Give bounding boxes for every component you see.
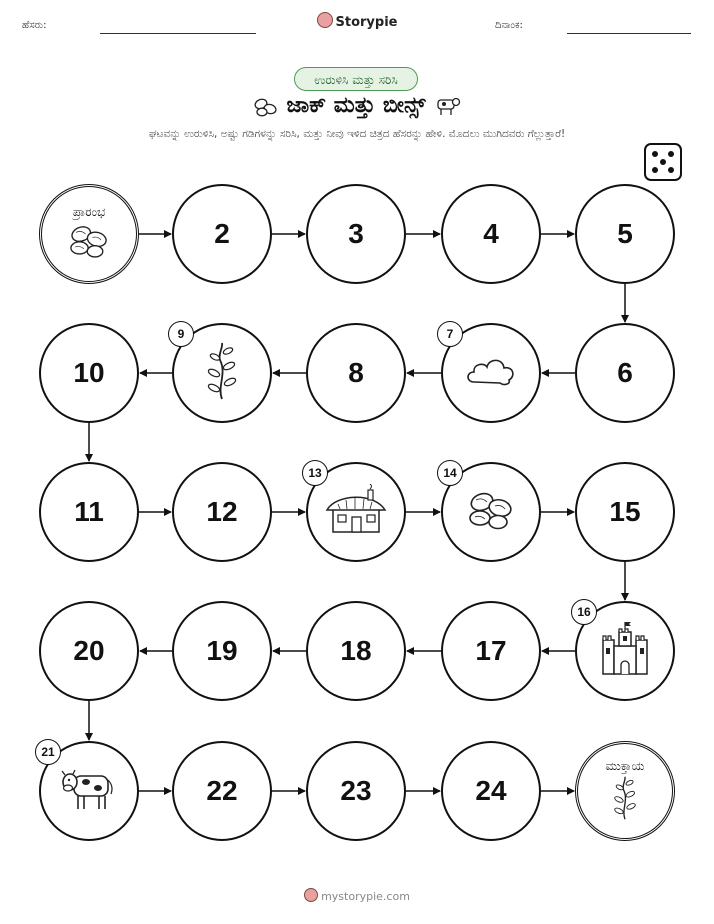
footer-url: mystorypie.com (321, 890, 410, 903)
finish-label: ಮುಕ್ತಾಯ (605, 758, 645, 773)
name-label: ಹೆಸರು: (22, 20, 47, 31)
board-space-r2-c2 (172, 323, 272, 423)
beanstalk-icon (612, 776, 638, 824)
board-space-r5-c1 (39, 741, 139, 841)
cloud-icon (464, 354, 518, 392)
space-number: 6 (617, 357, 633, 388)
space-number: 19 (206, 635, 238, 666)
space-number: 18 (340, 635, 372, 666)
board-space-r4-c2 (172, 601, 272, 701)
instructions: ಘಟವನ್ನು ಉರುಳಿಸಿ, ಅಷ್ಟು ಗಡಿಗಳನ್ನು ಸರಿಸಿ, ಮತ್ತು ನೀವು ಇಳಿದ ಚಿತ್ರದ ಹೆಸರನ್ನು ಹೇಳಿ. ಮೊದಲು ಮುಗಿದವರು ಗೆಲ್ಲುತ್ತಾರೆ! (148, 128, 566, 140)
board-space-r2-c4 (441, 323, 541, 423)
beans-icon (462, 488, 520, 536)
space-number-badge: 9 (168, 321, 194, 347)
date-label: ದಿನಾಂಕ: (495, 20, 523, 31)
space-number-badge: 21 (35, 739, 61, 765)
space-number: 4 (483, 218, 499, 249)
space-number: 23 (340, 775, 372, 806)
space-number-badge: 16 (571, 599, 597, 625)
board-space-r2-c5 (575, 323, 675, 423)
board-space-r1-c5 (575, 184, 675, 284)
beanstalk-icon (205, 342, 239, 404)
space-number-badge: 13 (302, 460, 328, 486)
space-number: 15 (609, 496, 641, 527)
space-number-badge: 14 (437, 460, 463, 486)
board-space-r4-c4 (441, 601, 541, 701)
board-space-r3-c5 (575, 462, 675, 562)
board-space-r4-c1 (39, 601, 139, 701)
board-space-r1-c4 (441, 184, 541, 284)
space-number: 17 (475, 635, 507, 666)
board-space-r1-c3 (306, 184, 406, 284)
board-space-r3-c1 (39, 462, 139, 562)
board-space-r4-c5 (575, 601, 675, 701)
space-number: 10 (73, 357, 105, 388)
board-space-r5-c3 (306, 741, 406, 841)
board-space-r5-c5 (575, 741, 675, 841)
board-space-r3-c4 (441, 462, 541, 562)
board-space-r1-c1 (39, 184, 139, 284)
castle-icon (599, 622, 651, 680)
board-space-r2-c1 (39, 323, 139, 423)
space-number: 24 (475, 775, 507, 806)
cow-icon (60, 766, 118, 816)
storypie-logo-icon (304, 888, 318, 902)
space-number: 8 (348, 357, 364, 388)
space-number: 5 (617, 218, 633, 249)
space-number: 20 (73, 635, 105, 666)
space-number: 11 (74, 496, 104, 527)
cottage-icon (324, 484, 388, 540)
space-number: 2 (214, 218, 230, 249)
board-space-r4-c3 (306, 601, 406, 701)
space-number: 12 (206, 496, 238, 527)
beans-icon (64, 222, 114, 264)
game-type-tag: ಉರುಳಿಸಿ ಮತ್ತು ಸರಿಸಿ (294, 67, 418, 91)
space-number-badge: 7 (437, 321, 463, 347)
board-space-r3-c2 (172, 462, 272, 562)
board-space-r5-c4 (441, 741, 541, 841)
board-space-r3-c3 (306, 462, 406, 562)
page-title: ಜಾಕ್ ಮತ್ತು ಬೀನ್ಸ್ (286, 93, 426, 118)
space-number: 22 (206, 775, 238, 806)
board-space-r5-c2 (172, 741, 272, 841)
board-space-r1-c2 (172, 184, 272, 284)
brand-name: Storypie (335, 15, 398, 30)
space-number: 3 (348, 218, 364, 249)
board-space-r2-c3 (306, 323, 406, 423)
start-label: ಪ್ರಾರಂಭ (72, 204, 106, 219)
footer (0, 888, 714, 903)
